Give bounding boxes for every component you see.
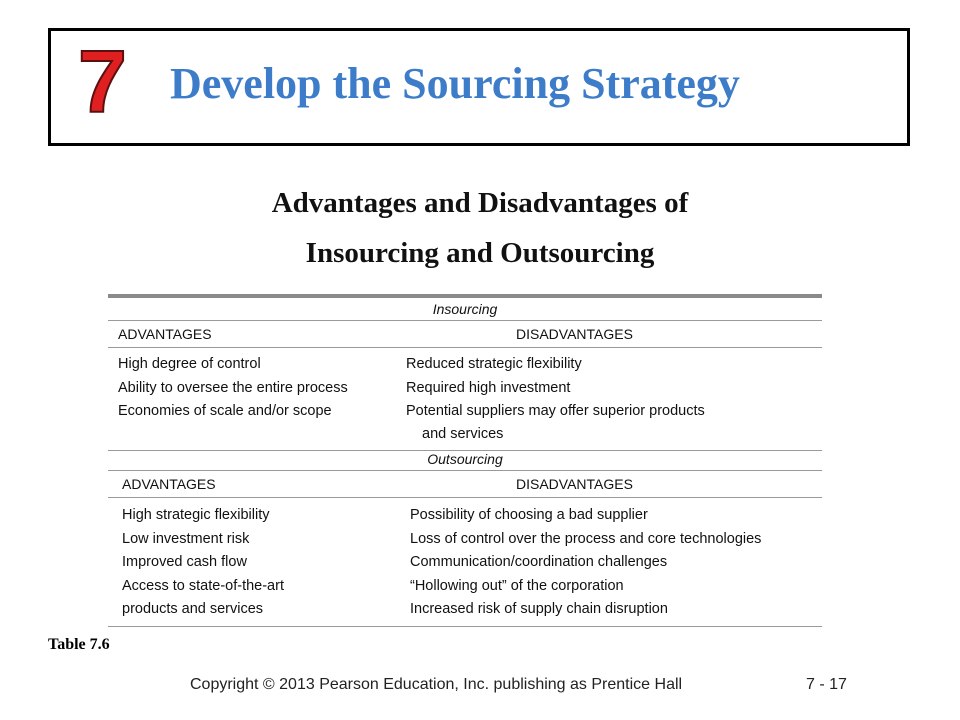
advantage-cell: products and services	[122, 601, 264, 617]
chapter-number: 7	[78, 38, 127, 126]
outsourcing-advantages-header: ADVANTAGES	[122, 476, 216, 492]
table-row	[108, 424, 822, 444]
advantage-cell: Ability to oversee the entire process	[118, 379, 348, 396]
insourcing-column-headers	[108, 321, 822, 348]
insourcing-disadvantages-header: DISADVANTAGES	[516, 326, 633, 342]
advantage-cell: High strategic flexibility	[122, 507, 270, 523]
disadvantage-cell: Potential suppliers may offer superior products	[406, 403, 705, 419]
insourcing-label: Insourcing	[108, 298, 822, 321]
outsourcing-column-headers	[108, 471, 822, 498]
disadvantage-cell: Possibility of choosing a bad supplier	[410, 507, 648, 523]
advantage-cell: Low investment risk	[122, 530, 250, 547]
table-row	[108, 377, 822, 401]
disadvantage-cell: Reduced strategic flexibility	[406, 356, 582, 372]
advantage-cell: Economies of scale and/or scope	[118, 403, 332, 419]
subtitle	[0, 178, 960, 278]
outsourcing-label: Outsourcing	[108, 448, 822, 471]
insourcing-table	[108, 294, 822, 451]
table-row	[108, 400, 822, 424]
table-row	[108, 575, 822, 599]
table-row	[108, 504, 822, 528]
advantage-cell: Access to state-of-the-art	[122, 577, 284, 594]
page-number: 7 - 17	[806, 676, 847, 693]
slide-title: Develop the Sourcing Strategy	[170, 59, 740, 108]
chapter-number-graphic	[78, 38, 128, 126]
advantage-cell: High degree of control	[118, 356, 261, 372]
subtitle-line-1: Advantages and Disadvantages of	[271, 187, 689, 219]
outsourcing-disadvantages-header: DISADVANTAGES	[516, 476, 633, 492]
table-row	[108, 528, 822, 552]
subtitle-line-2: Insourcing and Outsourcing	[305, 237, 655, 269]
disadvantage-cell: Increased risk of supply chain disruption	[410, 601, 668, 617]
disadvantage-cell: Loss of control over the process and core technologies	[410, 530, 762, 547]
outsourcing-table	[108, 448, 822, 627]
table-row	[108, 551, 822, 575]
table-caption: Table 7.6	[48, 636, 110, 653]
table-row	[108, 598, 822, 622]
copyright-notice: Copyright © 2013 Pearson Education, Inc. publishing as Prentice Hall	[190, 676, 683, 693]
table-row	[108, 353, 822, 377]
disadvantage-cell: Communication/coordination challenges	[410, 554, 668, 570]
advantage-cell: Improved cash flow	[122, 554, 247, 570]
disadvantage-cell: “Hollowing out” of the corporation	[410, 577, 624, 594]
insourcing-advantages-header: ADVANTAGES	[118, 326, 212, 342]
disadvantage-cell: Required high investment	[406, 379, 571, 396]
table-bottom-rule	[108, 626, 822, 627]
disadvantage-cell: and services	[422, 425, 504, 442]
